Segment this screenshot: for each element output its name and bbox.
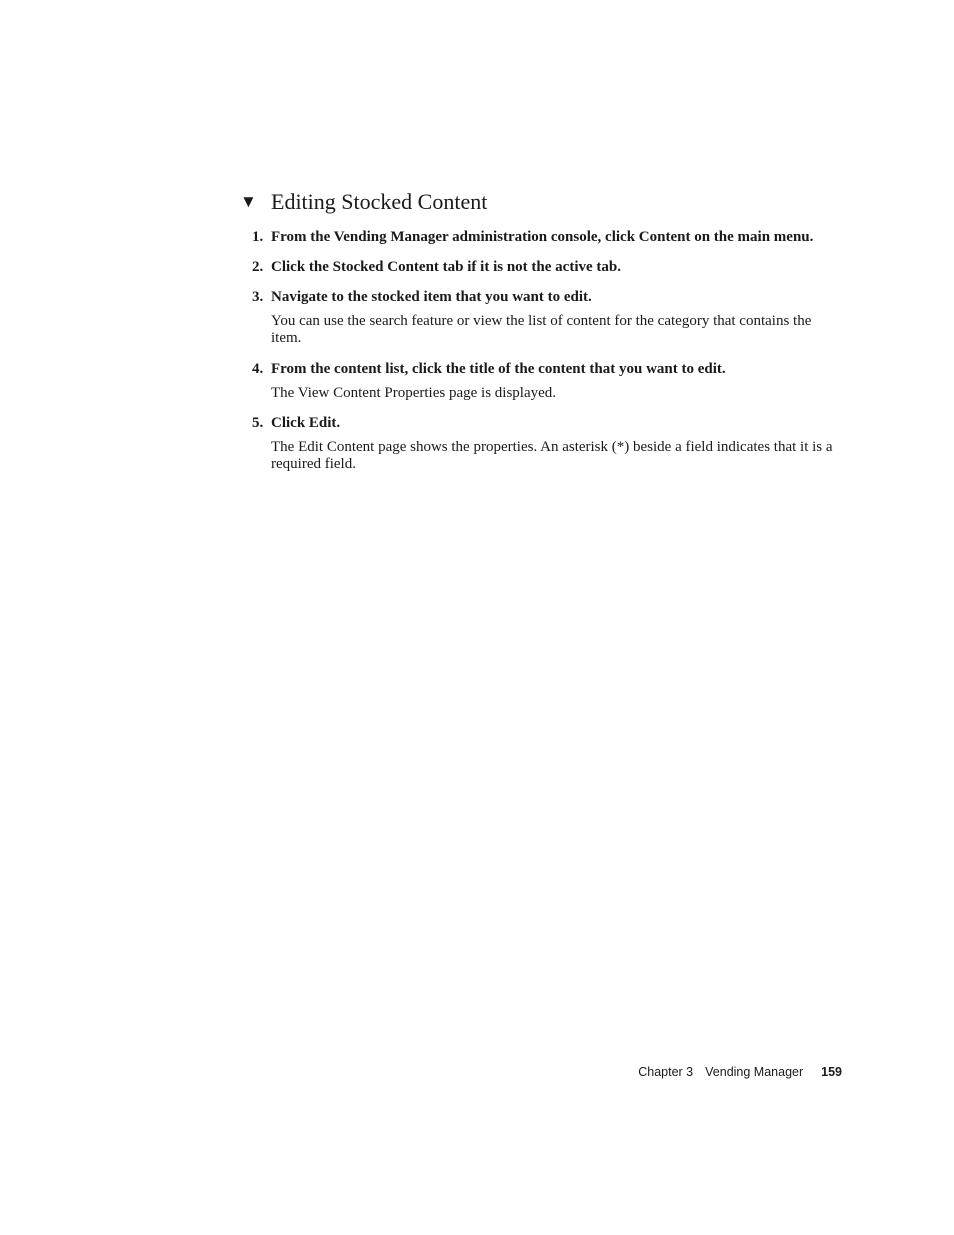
section-title: Editing Stocked Content [271,189,488,214]
step-3 [252,288,842,347]
step-5 [252,414,842,473]
step-2 [252,258,842,276]
page-footer [638,1064,842,1080]
step-number: 4. [252,361,264,377]
step-4 [252,360,842,402]
step-instruction: Navigate to the stocked item that you want to edit. [271,289,592,305]
step-instruction: From the Vending Manager administration console, click Content on the main menu. [271,229,814,245]
procedure-steps [252,228,842,473]
step-instruction: From the content list, click the title of the content that you want to edit. [271,361,726,377]
step-explanation: The View Content Properties page is displayed. [271,385,557,401]
step-1 [252,228,842,246]
step-instruction: Click Edit. [271,415,341,431]
triangle-down-icon: ▼ [240,192,257,211]
step-number: 2. [252,259,264,275]
section-heading [240,188,487,216]
step-number: 3. [252,289,264,305]
step-instruction: Click the Stocked Content tab if it is not the active tab. [271,259,621,275]
footer-chapter-title: Vending Manager [705,1065,804,1079]
step-explanation: You can use the search feature or view the list of content for the category that contains the item. [271,313,812,346]
page-number: 159 [821,1065,842,1079]
step-number: 1. [252,229,264,245]
step-number: 5. [252,415,264,431]
footer-chapter: Chapter 3 [638,1065,694,1079]
step-explanation: The Edit Content page shows the properties. An asterisk (*) beside a field indicates that it is a required field. [271,439,833,472]
